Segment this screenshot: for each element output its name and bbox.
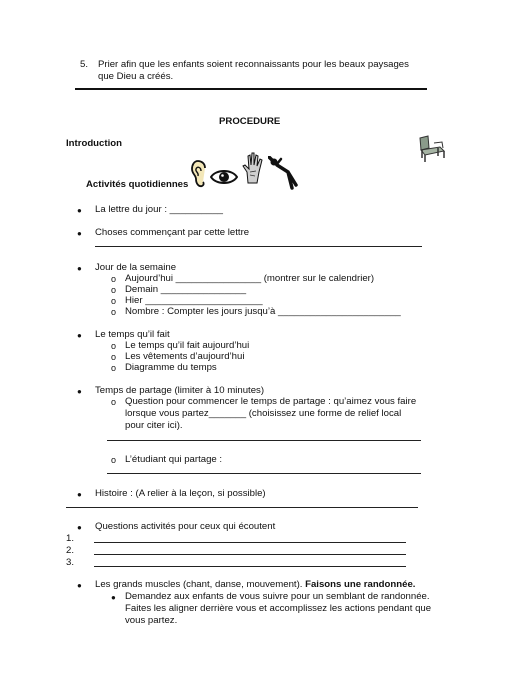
lets-hike-text: Faisons une randonnée. bbox=[305, 579, 416, 590]
letter-of-day: La lettre du jour : __________ bbox=[95, 204, 224, 215]
sharing-question-line-3: pour citer ici). bbox=[125, 420, 183, 431]
tomorrow-item: Demain ________________ bbox=[125, 284, 247, 295]
question-1-blank-line bbox=[94, 542, 406, 543]
hike-instruction-line-1: Demandez aux enfants de vous suivre pour un semblant de randonnée. bbox=[125, 591, 430, 602]
question-3-blank-line bbox=[94, 566, 406, 567]
question-number-3: 3. bbox=[66, 557, 75, 568]
question-2-blank-line bbox=[94, 554, 406, 555]
sharing-student-label: L’étudiant qui partage : bbox=[125, 454, 223, 465]
hike-instruction-line-2: Faites les aligner derrière vous et accomplissez les actions pendant que bbox=[125, 603, 432, 614]
sub-bullet-icon: o bbox=[111, 363, 117, 373]
story-label: Histoire : (A relier à la leçon, si possible) bbox=[95, 488, 266, 499]
blank-line bbox=[107, 473, 421, 474]
weather-today-item: Le temps qu’il fait aujourd’hui bbox=[125, 340, 250, 351]
eye-icon bbox=[210, 168, 238, 186]
item-5-line-2: que Dieu a créés. bbox=[98, 71, 174, 82]
item-number-5: 5. bbox=[80, 59, 89, 70]
sharing-time-label: Temps de partage (limiter à 10 minutes) bbox=[95, 385, 265, 396]
sub-bullet-icon: o bbox=[111, 352, 117, 362]
sharing-question-line-2: lorsque vous partez_______ (choisissez une forme de relief local bbox=[125, 408, 402, 419]
bullet-icon: ● bbox=[77, 206, 82, 215]
question-number-1: 1. bbox=[66, 533, 75, 544]
sub-bullet-icon: o bbox=[111, 274, 117, 284]
bullet-icon: ● bbox=[111, 593, 116, 602]
bullet-icon: ● bbox=[77, 581, 82, 590]
clothes-today-item: Les vêtements d’aujourd’hui bbox=[125, 351, 245, 362]
chair-icon bbox=[414, 134, 448, 164]
sub-bullet-icon: o bbox=[111, 285, 117, 295]
section-divider bbox=[75, 88, 427, 90]
blank-line bbox=[107, 440, 421, 441]
day-of-week-label: Jour de la semaine bbox=[95, 262, 177, 273]
bullet-icon: ● bbox=[77, 264, 82, 273]
bullet-icon: ● bbox=[77, 229, 82, 238]
bullet-icon: ● bbox=[77, 387, 82, 396]
count-days-item: Nombre : Compter les jours jusqu’à _______________________ bbox=[125, 306, 401, 317]
hand-icon bbox=[241, 150, 265, 184]
procedure-title: PROCEDURE bbox=[219, 116, 281, 127]
question-number-2: 2. bbox=[66, 545, 75, 556]
blank-line bbox=[66, 507, 418, 508]
today-item: Aujourd’hui ________________ (montrer sur le calendrier) bbox=[125, 273, 375, 284]
things-starting-with-letter: Choses commençant par cette lettre bbox=[95, 227, 250, 238]
bullet-icon: ● bbox=[77, 331, 82, 340]
weather-label: Le temps qu’il fait bbox=[95, 329, 170, 340]
big-muscles-label bbox=[95, 579, 415, 591]
sub-bullet-icon: o bbox=[111, 341, 117, 351]
weather-diagram-item: Diagramme du temps bbox=[125, 362, 217, 373]
introduction-heading: Introduction bbox=[66, 138, 122, 149]
sub-bullet-icon: o bbox=[111, 397, 117, 407]
stretching-figure-icon bbox=[268, 156, 300, 190]
bullet-icon: ● bbox=[77, 490, 82, 499]
listener-questions-label: Questions activités pour ceux qui écoutent bbox=[95, 521, 276, 532]
big-muscles-text: Les grands muscles (chant, danse, mouvement). bbox=[95, 579, 306, 590]
daily-activities-heading: Activités quotidiennes bbox=[86, 179, 189, 190]
yesterday-item: Hier ______________________ bbox=[125, 295, 263, 306]
hike-instruction-line-3: vous partez. bbox=[125, 615, 178, 626]
item-5-line-1: Prier afin que les enfants soient reconnaissants pour les beaux paysages bbox=[98, 59, 409, 70]
sharing-question-line-1: Question pour commencer le temps de partage : qu’aimez vous faire bbox=[125, 396, 417, 407]
ear-icon bbox=[191, 160, 209, 188]
sub-bullet-icon: o bbox=[111, 296, 117, 306]
blank-line bbox=[95, 246, 422, 247]
bullet-icon: ● bbox=[77, 523, 82, 532]
sub-bullet-icon: o bbox=[111, 307, 117, 317]
sub-bullet-icon: o bbox=[111, 455, 117, 465]
